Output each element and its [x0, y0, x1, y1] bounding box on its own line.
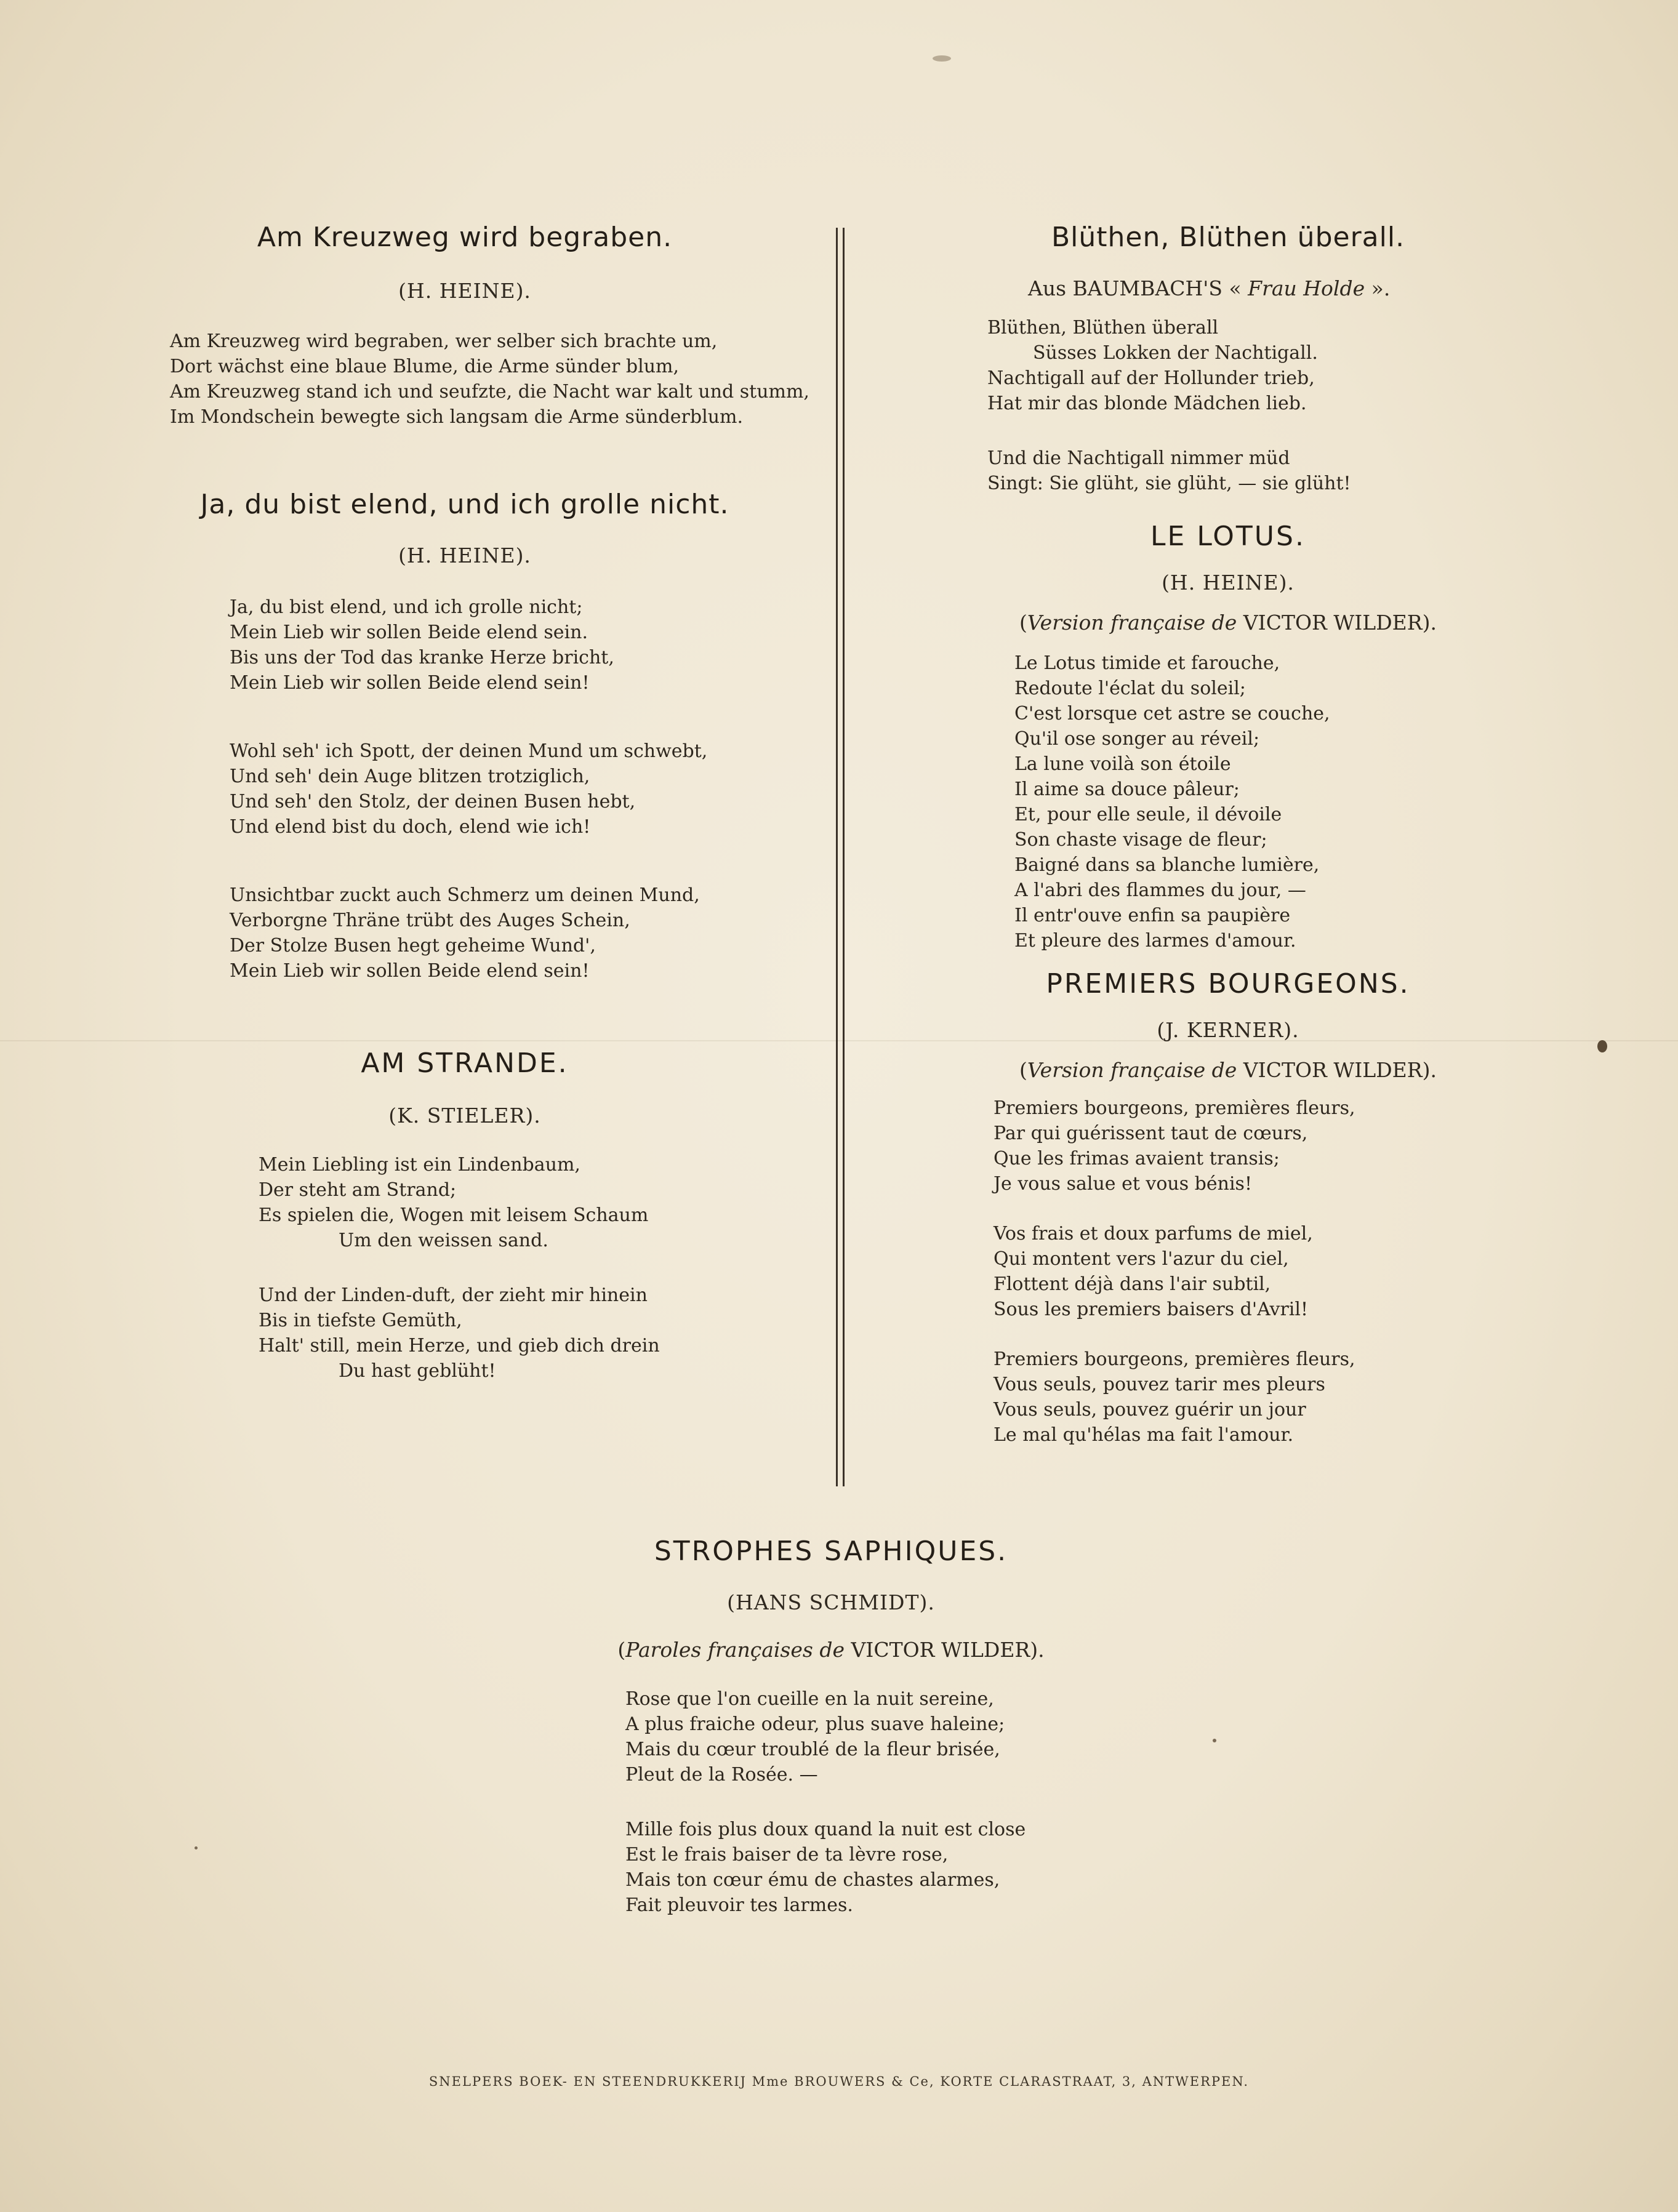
bottom-section — [431, 1536, 1231, 1918]
verse-line: Qu'il ose songer au réveil; — [1014, 728, 1260, 750]
poem-author: (K. STIELER). — [388, 1104, 541, 1128]
verse-line: Fait pleuvoir tes larmes. — [625, 1894, 853, 1916]
paper-speck — [933, 55, 951, 62]
verse-line: Vos frais et doux parfums de miel, — [994, 1223, 1313, 1244]
poem-lines — [874, 651, 1582, 953]
poem-author: (H. HEINE). — [398, 543, 531, 567]
verse-line: Halt' still, mein Herze, und gieb dich drein — [259, 1335, 660, 1356]
verse-line: Il entr'ouve enfin sa paupière — [1014, 905, 1291, 926]
verse-line: Du hast geblüht! — [339, 1360, 496, 1382]
verse-line: Wohl seh' ich Spott, der deinen Mund um schwebt, — [230, 740, 708, 762]
verse-line: Le mal qu'hélas ma fait l'amour. — [994, 1424, 1294, 1446]
credit-text: Paroles françaises de — [625, 1638, 845, 1662]
verse-line: Verborgne Thräne trübt des Auges Schein, — [230, 910, 630, 931]
poem-title: Am Kreuzweg wird begraben. — [257, 222, 673, 253]
paper-speck — [195, 1846, 198, 1849]
credit-name: VICTOR WILDER — [1243, 1058, 1423, 1082]
source-work: Frau Holde — [1248, 276, 1365, 300]
credit-text: Version française de — [1027, 611, 1237, 635]
poem-title: STROPHES SAPHIQUES. — [654, 1536, 1008, 1567]
poem-bluthen — [874, 222, 1582, 496]
poem-title: LE LOTUS. — [1150, 521, 1306, 552]
verse-line: Et, pour elle seule, il dévoile — [1014, 804, 1282, 825]
verse-line: Nachtigall auf der Hollunder trieb, — [987, 367, 1315, 389]
poem-strophes-saphiques — [431, 1536, 1231, 1918]
left-column — [111, 222, 819, 1384]
poem-stanza — [111, 739, 819, 840]
verse-line: Vous seuls, pouvez tarir mes pleurs — [994, 1374, 1325, 1395]
verse-line: Bis uns der Tod das kranke Herze bricht, — [230, 647, 614, 668]
verse-line: Sous les premiers baisers d'Avril! — [994, 1299, 1309, 1320]
verse-line: Unsichtbar zuckt auch Schmerz um deinen Mund, — [230, 884, 700, 906]
verse-line: Der steht am Strand; — [259, 1179, 457, 1201]
poem-ja-du-bist-elend — [111, 489, 819, 984]
verse-line: Qui montent vers l'azur du ciel, — [994, 1248, 1289, 1270]
paper-speck — [1213, 1739, 1216, 1742]
verse-line: Premiers bourgeons, premières fleurs, — [994, 1348, 1355, 1370]
source-suffix: ». — [1371, 276, 1391, 300]
poem-stanza — [874, 315, 1582, 416]
verse-line: Redoute l'éclat du soleil; — [1014, 678, 1246, 699]
verse-line: Der Stolze Busen hegt geheime Wund', — [230, 935, 596, 956]
poem-stanza — [431, 1686, 1231, 1787]
verse-line: Mais du cœur troublé de la fleur brisée, — [625, 1739, 1000, 1760]
verse-line: Mein Lieb wir sollen Beide elend sein! — [230, 672, 590, 694]
verse-line: Es spielen die, Wogen mit leisem Schaum — [259, 1204, 649, 1226]
poem-stanza — [111, 595, 819, 695]
verse-line: Est le frais baiser de ta lèvre rose, — [625, 1844, 949, 1865]
poem-stanza — [111, 1152, 819, 1253]
verse-line: Am Kreuzweg wird begraben, wer selber sich brachte um, — [170, 331, 718, 352]
verse-line: Dort wächst eine blaue Blume, die Arme sünder blum, — [170, 356, 680, 377]
poem-stanza — [874, 1096, 1582, 1196]
verse-line: Bis in tiefste Gemüth, — [259, 1310, 462, 1331]
poem-title: Blüthen, Blüthen überall. — [1051, 222, 1405, 253]
poem-premiers-bourgeons — [874, 968, 1582, 1448]
verse-line: Am Kreuzweg stand ich und seufzte, die Nacht war kalt und stumm, — [170, 381, 809, 403]
printer-imprint: SNELPERS BOEK- EN STEENDRUKKERIJ Mme BROUWERS & Ce, KORTE CLARASTRAAT, 3, ANTWERPEN. — [428, 2074, 1250, 2089]
poem-author: (H. HEINE). — [398, 279, 531, 303]
verse-line: Und der Linden-duft, der zieht mir hinein — [259, 1284, 648, 1306]
verse-line: Mein Lieb wir sollen Beide elend sein. — [230, 622, 588, 643]
verse-line: Singt: Sie glüht, sie glüht, — sie glüht! — [987, 473, 1351, 494]
verse-line: Vous seuls, pouvez guérir un jour — [994, 1399, 1306, 1421]
poem-author: (J. KERNER). — [1157, 1018, 1299, 1042]
verse-line: A plus fraiche odeur, plus suave haleine; — [625, 1713, 1005, 1735]
poem-le-lotus — [874, 521, 1582, 953]
poem-stanza — [111, 1283, 819, 1384]
verse-line: Mais ton cœur ému de chastes alarmes, — [625, 1869, 1000, 1891]
poem-stanza — [874, 1221, 1582, 1322]
verse-line: Und seh' den Stolz, der deinen Busen hebt, — [230, 791, 636, 812]
column-divider-line — [843, 228, 845, 1486]
credit-name: VICTOR WILDER — [1243, 611, 1423, 635]
verse-line: Premiers bourgeons, premières fleurs, — [994, 1097, 1355, 1119]
poem-stanza — [111, 883, 819, 984]
credit-name: VICTOR WILDER — [851, 1638, 1030, 1662]
verse-line: Im Mondschein bewegte sich langsam die Arme sünderblum. — [170, 406, 743, 428]
poem-stanza — [874, 446, 1582, 496]
verse-line: Et pleure des larmes d'amour. — [1014, 930, 1296, 952]
verse-line: Rose que l'on cueille en la nuit sereine, — [625, 1688, 994, 1710]
poem-title: PREMIERS BOURGEONS. — [1046, 968, 1410, 1000]
poem-translation-credit: (Version française de VICTOR WILDER). — [1019, 1058, 1437, 1082]
verse-line: Je vous salue et vous bénis! — [994, 1173, 1252, 1195]
verse-line: Süsses Lokken der Nachtigall. — [1033, 342, 1318, 364]
verse-line: Le Lotus timide et farouche, — [1014, 652, 1280, 674]
verse-line: Mille fois plus doux quand la nuit est close — [625, 1819, 1026, 1840]
poem-am-kreuzweg — [111, 222, 819, 430]
verse-line: La lune voilà son étoile — [1014, 753, 1231, 775]
poem-lines — [111, 329, 819, 430]
verse-line: Baigné dans sa blanche lumière, — [1014, 854, 1320, 876]
verse-line: Um den weissen sand. — [339, 1230, 548, 1251]
verse-line: Il aime sa douce pâleur; — [1014, 779, 1240, 800]
poem-author: (HANS SCHMIDT). — [727, 1590, 935, 1614]
verse-line: Flottent déjà dans l'air subtil, — [994, 1273, 1271, 1295]
poem-title: AM STRANDE. — [361, 1048, 569, 1079]
verse-line: Son chaste visage de fleur; — [1014, 829, 1267, 851]
verse-line: Blüthen, Blüthen überall — [987, 317, 1219, 339]
column-divider-line — [836, 228, 838, 1486]
verse-line: Und elend bist du doch, elend wie ich! — [230, 816, 591, 838]
verse-line: Que les frimas avaient transis; — [994, 1148, 1280, 1169]
verse-line: Mein Liebling ist ein Lindenbaum, — [259, 1154, 580, 1176]
poem-translation-credit: (Version française de VICTOR WILDER). — [1019, 611, 1437, 635]
paper-speck — [1597, 1040, 1607, 1052]
credit-text: Version française de — [1027, 1058, 1237, 1082]
verse-line: Hat mir das blonde Mädchen lieb. — [987, 393, 1307, 414]
verse-line: Und die Nachtigall nimmer müd — [987, 447, 1290, 469]
verse-line: Und seh' dein Auge blitzen trotziglich, — [230, 766, 590, 787]
poem-am-strande — [111, 1048, 819, 1384]
poem-author: (H. HEINE). — [1162, 571, 1295, 595]
verse-line: Pleut de la Rosée. — — [625, 1764, 818, 1785]
poem-translation-credit: (Paroles françaises de VICTOR WILDER). — [617, 1638, 1045, 1662]
verse-line: Mein Lieb wir sollen Beide elend sein! — [230, 960, 590, 982]
verse-line: Par qui guérissent taut de cœurs, — [994, 1123, 1308, 1144]
verse-line: A l'abri des flammes du jour, — — [1014, 880, 1306, 901]
poem-title: Ja, du bist elend, und ich grolle nicht. — [200, 489, 729, 520]
source-prefix: Aus BAUMBACH'S « — [1028, 276, 1242, 300]
verse-line: Ja, du bist elend, und ich grolle nicht; — [230, 596, 583, 618]
poem-source — [874, 276, 1582, 300]
poem-stanza — [431, 1817, 1231, 1918]
right-column — [874, 222, 1582, 1448]
verse-line: C'est lorsque cet astre se couche, — [1014, 703, 1330, 724]
poem-stanza — [874, 1347, 1582, 1448]
